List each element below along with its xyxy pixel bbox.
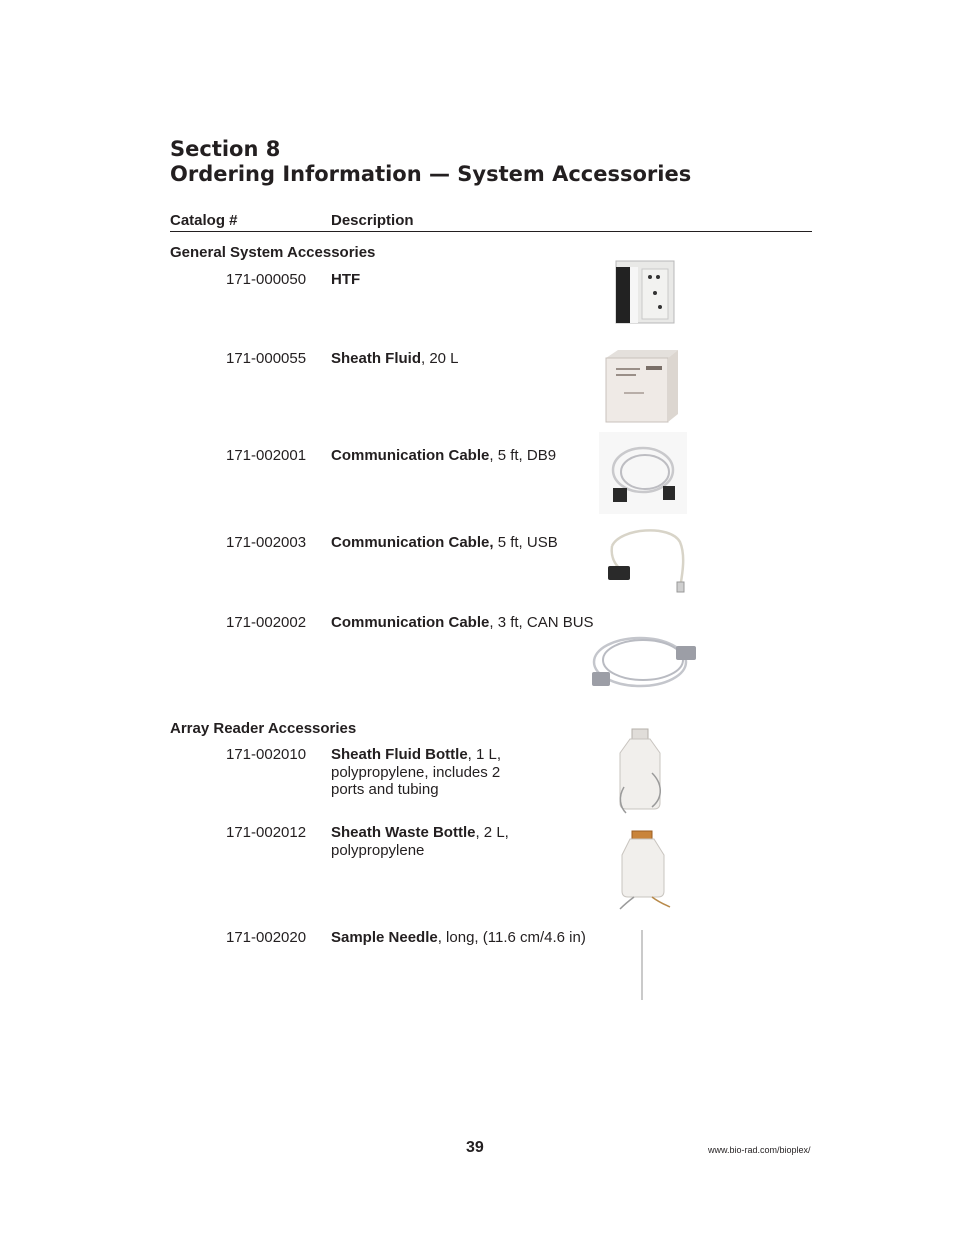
item-name: Communication Cable,: [331, 534, 494, 551]
item-detail: , 5 ft, DB9: [489, 447, 557, 464]
sheath-fluid-bottle-icon: [612, 727, 670, 815]
item-description: [331, 824, 521, 859]
item-description: [331, 447, 601, 465]
page-title: [170, 137, 691, 187]
item-detail: , long, (11.6 cm/4.6 in): [437, 929, 586, 946]
page-number: 39: [466, 1139, 484, 1156]
item-detail: , 2 L, polypropylene: [331, 824, 509, 859]
catalog-number: 171-000050: [226, 271, 307, 288]
catalog-number: 171-000055: [226, 350, 307, 367]
catalog-number: 171-002012: [226, 824, 307, 841]
canbus-cable-icon: [588, 626, 700, 696]
item-description: [331, 534, 601, 552]
item-name: Sheath Waste Bottle: [331, 824, 476, 841]
catalog-number: 171-002003: [226, 534, 307, 551]
sample-needle-icon: [636, 928, 648, 1004]
item-detail: , 3 ft, CAN BUS: [489, 614, 594, 631]
usb-cable-icon: [600, 520, 690, 596]
item-name: Sheath Fluid: [331, 350, 421, 367]
item-description: [331, 350, 601, 368]
item-description: [331, 614, 601, 632]
item-description: [331, 271, 601, 289]
item-description: [331, 746, 511, 799]
catalog-number: 171-002020: [226, 929, 307, 946]
catalog-number: 171-002002: [226, 614, 307, 631]
item-name: Sheath Fluid Bottle: [331, 746, 468, 763]
item-description: [331, 929, 611, 947]
item-name: Sample Needle: [331, 929, 438, 946]
section-label: Section 8: [170, 137, 281, 161]
catalog-column-header: Catalog #: [170, 212, 238, 229]
catalog-number: 171-002010: [226, 746, 307, 763]
sheath-waste-bottle-icon: [612, 829, 674, 911]
htf-unit-icon: [612, 255, 680, 327]
section-heading-array-reader: Array Reader Accessories: [170, 720, 357, 737]
item-detail: , 20 L: [421, 350, 459, 367]
item-name: Communication Cable: [331, 447, 490, 464]
sheath-fluid-box-icon: [598, 342, 686, 428]
item-name: Communication Cable: [331, 614, 490, 631]
item-name: HTF: [331, 271, 361, 288]
description-column-header: Description: [331, 212, 414, 229]
header-rule: [170, 231, 812, 232]
footer-url[interactable]: www.bio-rad.com/bioplex/: [708, 1145, 811, 1155]
item-detail: 5 ft, USB: [493, 534, 558, 551]
db9-cable-icon: [599, 432, 687, 514]
section-heading-general: General System Accessories: [170, 244, 376, 261]
item-detail: , 1 L, polypropylene, includes 2 ports and tubing: [331, 746, 502, 798]
section-title: Ordering Information — System Accessories: [170, 162, 692, 186]
catalog-number: 171-002001: [226, 447, 307, 464]
